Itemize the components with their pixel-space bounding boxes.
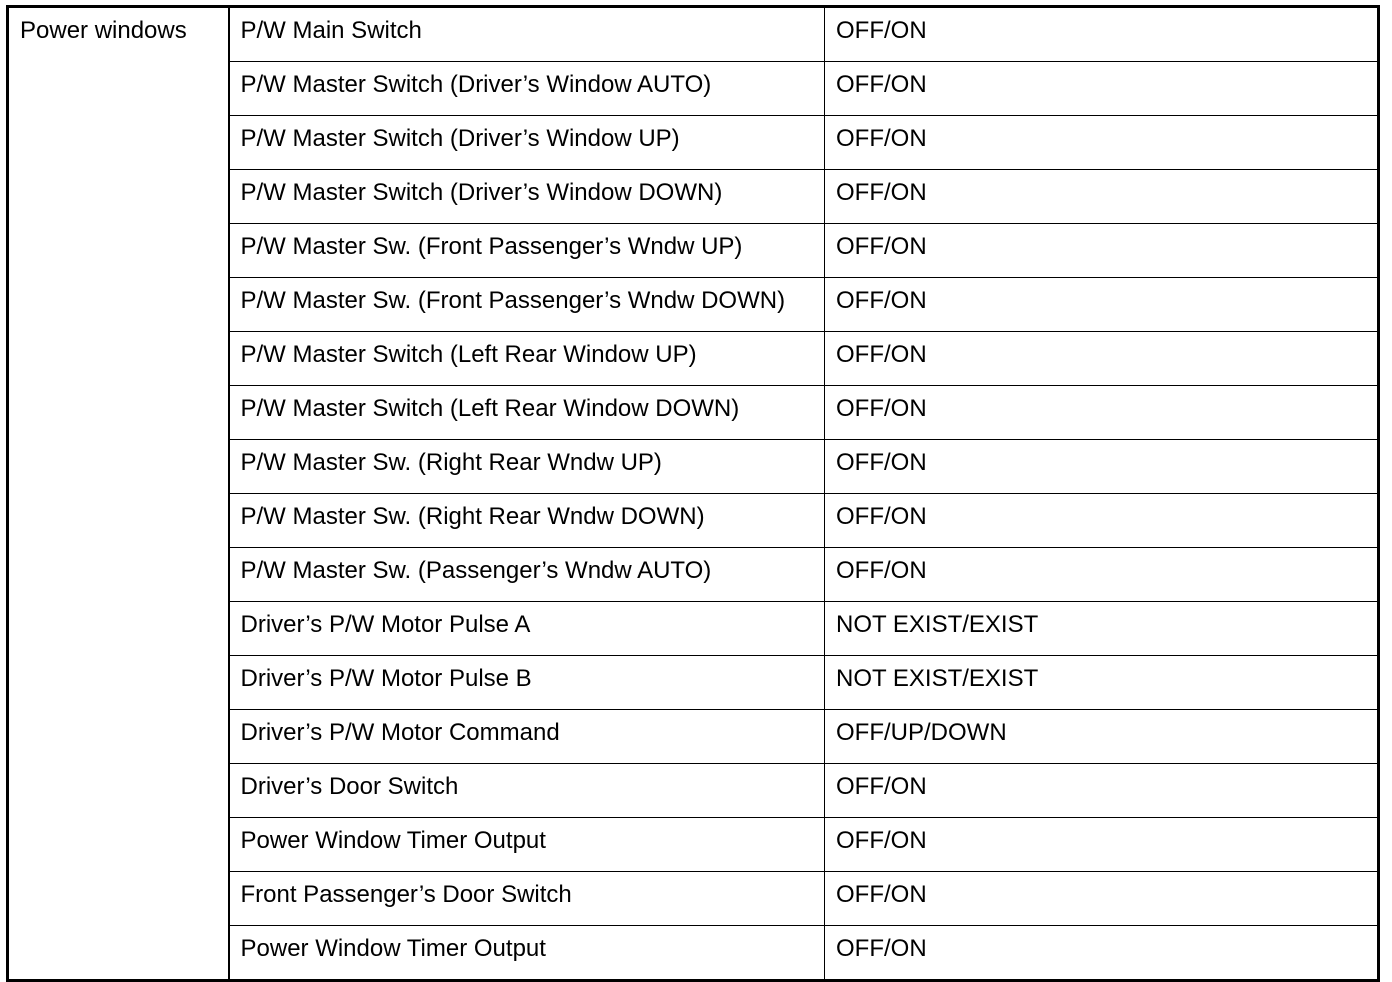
item-cell: Front Passenger’s Door Switch <box>229 872 825 926</box>
value-cell: OFF/ON <box>825 548 1379 602</box>
value-cell: OFF/ON <box>825 764 1379 818</box>
table-body <box>8 7 1379 981</box>
value-cell: NOT EXIST/EXIST <box>825 656 1379 710</box>
category-cell: Power windows <box>8 7 229 981</box>
value-cell: OFF/ON <box>825 116 1379 170</box>
item-cell: Power Window Timer Output <box>229 926 825 981</box>
value-cell: OFF/ON <box>825 332 1379 386</box>
value-cell: OFF/ON <box>825 440 1379 494</box>
item-cell: Driver’s P/W Motor Pulse B <box>229 656 825 710</box>
item-cell: P/W Master Sw. (Right Rear Wndw DOWN) <box>229 494 825 548</box>
value-cell: OFF/ON <box>825 278 1379 332</box>
value-cell: OFF/ON <box>825 62 1379 116</box>
item-cell: P/W Master Switch (Driver’s Window DOWN) <box>229 170 825 224</box>
value-cell: NOT EXIST/EXIST <box>825 602 1379 656</box>
power-windows-table <box>6 5 1380 982</box>
value-cell: OFF/ON <box>825 926 1379 981</box>
value-cell: OFF/ON <box>825 872 1379 926</box>
item-cell: P/W Master Sw. (Front Passenger’s Wndw UP) <box>229 224 825 278</box>
value-cell: OFF/ON <box>825 7 1379 62</box>
item-cell: P/W Master Switch (Driver’s Window AUTO) <box>229 62 825 116</box>
item-cell: Power Window Timer Output <box>229 818 825 872</box>
item-cell: Driver’s P/W Motor Pulse A <box>229 602 825 656</box>
item-cell: P/W Main Switch <box>229 7 825 62</box>
item-cell: Driver’s Door Switch <box>229 764 825 818</box>
value-cell: OFF/ON <box>825 494 1379 548</box>
item-cell: P/W Master Sw. (Front Passenger’s Wndw DOWN) <box>229 278 825 332</box>
value-cell: OFF/ON <box>825 818 1379 872</box>
value-cell: OFF/ON <box>825 224 1379 278</box>
value-cell: OFF/ON <box>825 386 1379 440</box>
item-cell: P/W Master Sw. (Passenger’s Wndw AUTO) <box>229 548 825 602</box>
item-cell: P/W Master Sw. (Right Rear Wndw UP) <box>229 440 825 494</box>
item-cell: P/W Master Switch (Left Rear Window DOWN) <box>229 386 825 440</box>
value-cell: OFF/UP/DOWN <box>825 710 1379 764</box>
value-cell: OFF/ON <box>825 170 1379 224</box>
table-row <box>8 7 1379 62</box>
item-cell: Driver’s P/W Motor Command <box>229 710 825 764</box>
item-cell: P/W Master Switch (Driver’s Window UP) <box>229 116 825 170</box>
item-cell: P/W Master Switch (Left Rear Window UP) <box>229 332 825 386</box>
